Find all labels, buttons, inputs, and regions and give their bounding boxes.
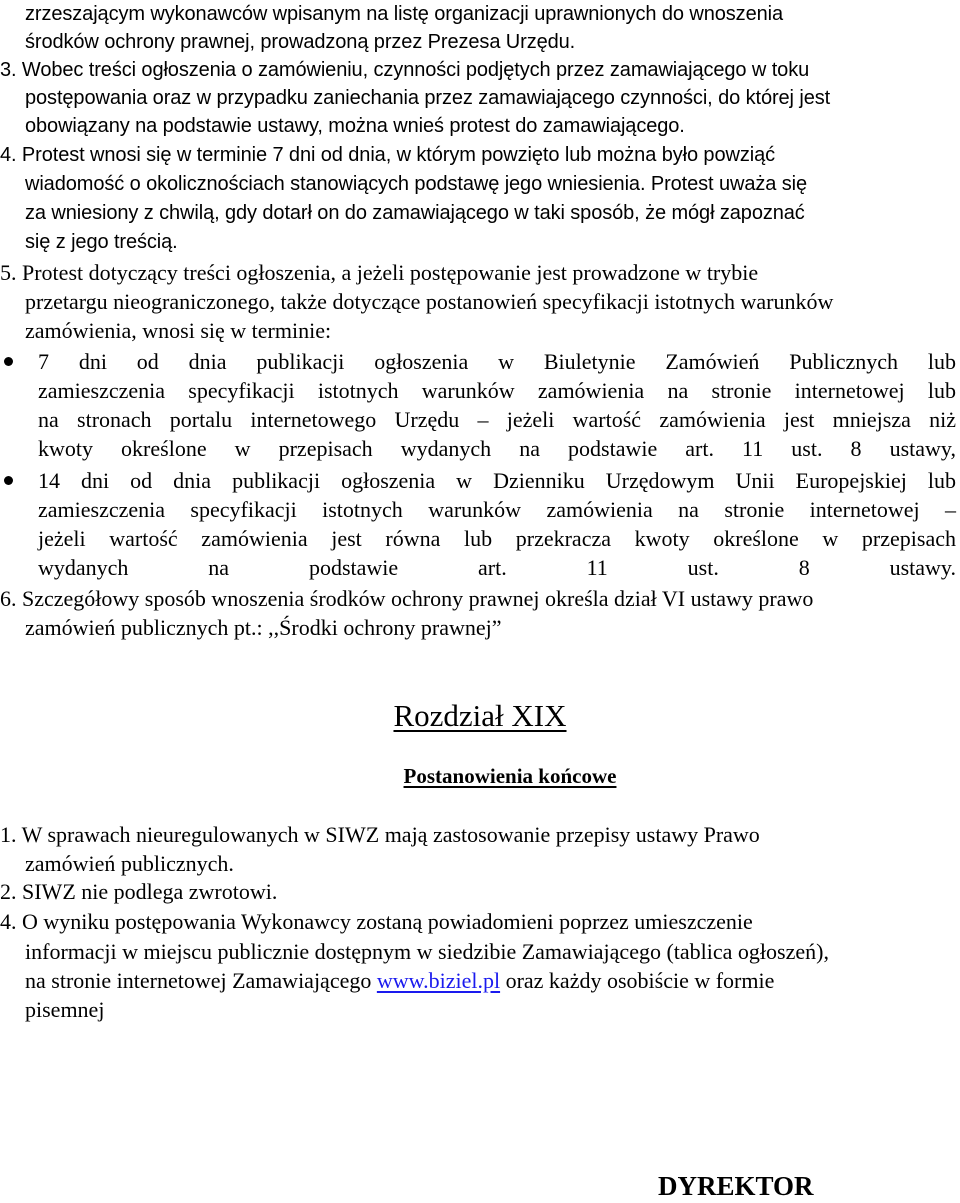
bullet-icon xyxy=(4,476,13,485)
text-line: wydanych na podstawie art. 11 ust. 8 ustawy. xyxy=(38,555,956,580)
website-link[interactable]: www.biziel.pl xyxy=(376,968,501,993)
text-line: zamówienia, wnosi się w terminie: xyxy=(25,318,332,343)
text-line xyxy=(25,966,774,995)
point-5-line: 5. Protest dotyczący treści ogłoszenia, a jeżeli postępowanie jest prowadzone w trybie xyxy=(0,260,759,285)
text-line: kwoty określone w przepisach wydanych na podstawie art. 11 ust. 8 ustawy, xyxy=(38,436,956,461)
text-fragment: na stronie internetowej Zamawiającego xyxy=(25,968,377,993)
text-line: środków ochrony prawnej, prowadzoną przez Prezesa Urzędu. xyxy=(25,31,576,53)
final-point-1: 1. W sprawach nieuregulowanych w SIWZ mają zastosowanie przepisy ustawy Prawo xyxy=(0,822,760,847)
final-point-4: 4. O wyniku postępowania Wykonawcy zostaną powiadomieni poprzez umieszczenie xyxy=(0,909,753,934)
point-6-line: 6. Szczegółowy sposób wnoszenia środków ochrony prawnej określa dział VI ustawy prawo xyxy=(0,586,814,611)
point-3-line: 3. Wobec treści ogłoszenia o zamówieniu, czynności podjętych przez zamawiającego w toku xyxy=(0,59,810,81)
text-line: zamówień publicznych pt.: ,,Środki ochrony prawnej” xyxy=(25,615,502,640)
text-line: zamówień publicznych. xyxy=(25,851,234,876)
text-line: się z jego treścią. xyxy=(25,231,178,253)
chapter-subtitle: Postanowienia końcowe xyxy=(403,764,617,788)
text-line: przetargu nieograniczonego, także dotyczące postanowień specyfikacji istotnych warunków xyxy=(25,289,834,314)
text-line: informacji w miejscu publicznie dostępnym w siedzibie Zamawiającego (tablica ogłoszeń), xyxy=(25,939,829,964)
text-line: na stronach portalu internetowego Urzędu – jeżeli wartość zamówienia jest mniejsza niż xyxy=(38,407,956,432)
bullet-item-1 xyxy=(38,347,956,463)
text-line: zrzeszającym wykonawców wpisanym na listę organizacji uprawnionych do wnoszenia xyxy=(25,3,783,25)
text-line: obowiązany na podstawie ustawy, można wnieś protest do zamawiającego. xyxy=(25,115,685,137)
text-line: zamieszczenia specyfikacji istotnych warunków zamówienia na stronie internetowej – xyxy=(38,497,956,522)
bullet-icon xyxy=(4,357,13,366)
signature-title: DYREKTOR xyxy=(658,1171,814,1201)
text-line: wiadomość o okolicznościach stanowiących podstawę jego wniesienia. Protest uważa się xyxy=(25,173,808,195)
text-fragment: oraz każdy osobiście w formie xyxy=(500,968,775,993)
text-line: pisemnej xyxy=(25,997,105,1022)
bullet-item-2 xyxy=(38,466,956,582)
final-point-2: 2. SIWZ nie podlega zwrotowi. xyxy=(0,879,278,904)
text-line: za wniesiony z chwilą, gdy dotarł on do zamawiającego w taki sposób, że mógł zapoznać xyxy=(25,202,805,224)
text-line: jeżeli wartość zamówienia jest równa lub przekracza kwoty określone w przepisach xyxy=(38,526,956,551)
text-line: postępowania oraz w przypadku zaniechania przez zamawiającego czynności, do której jest xyxy=(25,87,831,109)
text-line: 7 dni od dnia publikacji ogłoszenia w Biuletynie Zamówień Publicznych lub xyxy=(38,349,956,374)
chapter-title: Rozdział XIX xyxy=(393,698,567,733)
text-line: zamieszczenia specyfikacji istotnych warunków zamówienia na stronie internetowej lub xyxy=(38,378,956,403)
text-line: 14 dni od dnia publikacji ogłoszenia w Dzienniku Urzędowym Unii Europejskiej lub xyxy=(38,468,956,493)
point-4-line: 4. Protest wnosi się w terminie 7 dni od dnia, w którym powzięto lub można było powziąć xyxy=(0,144,775,166)
